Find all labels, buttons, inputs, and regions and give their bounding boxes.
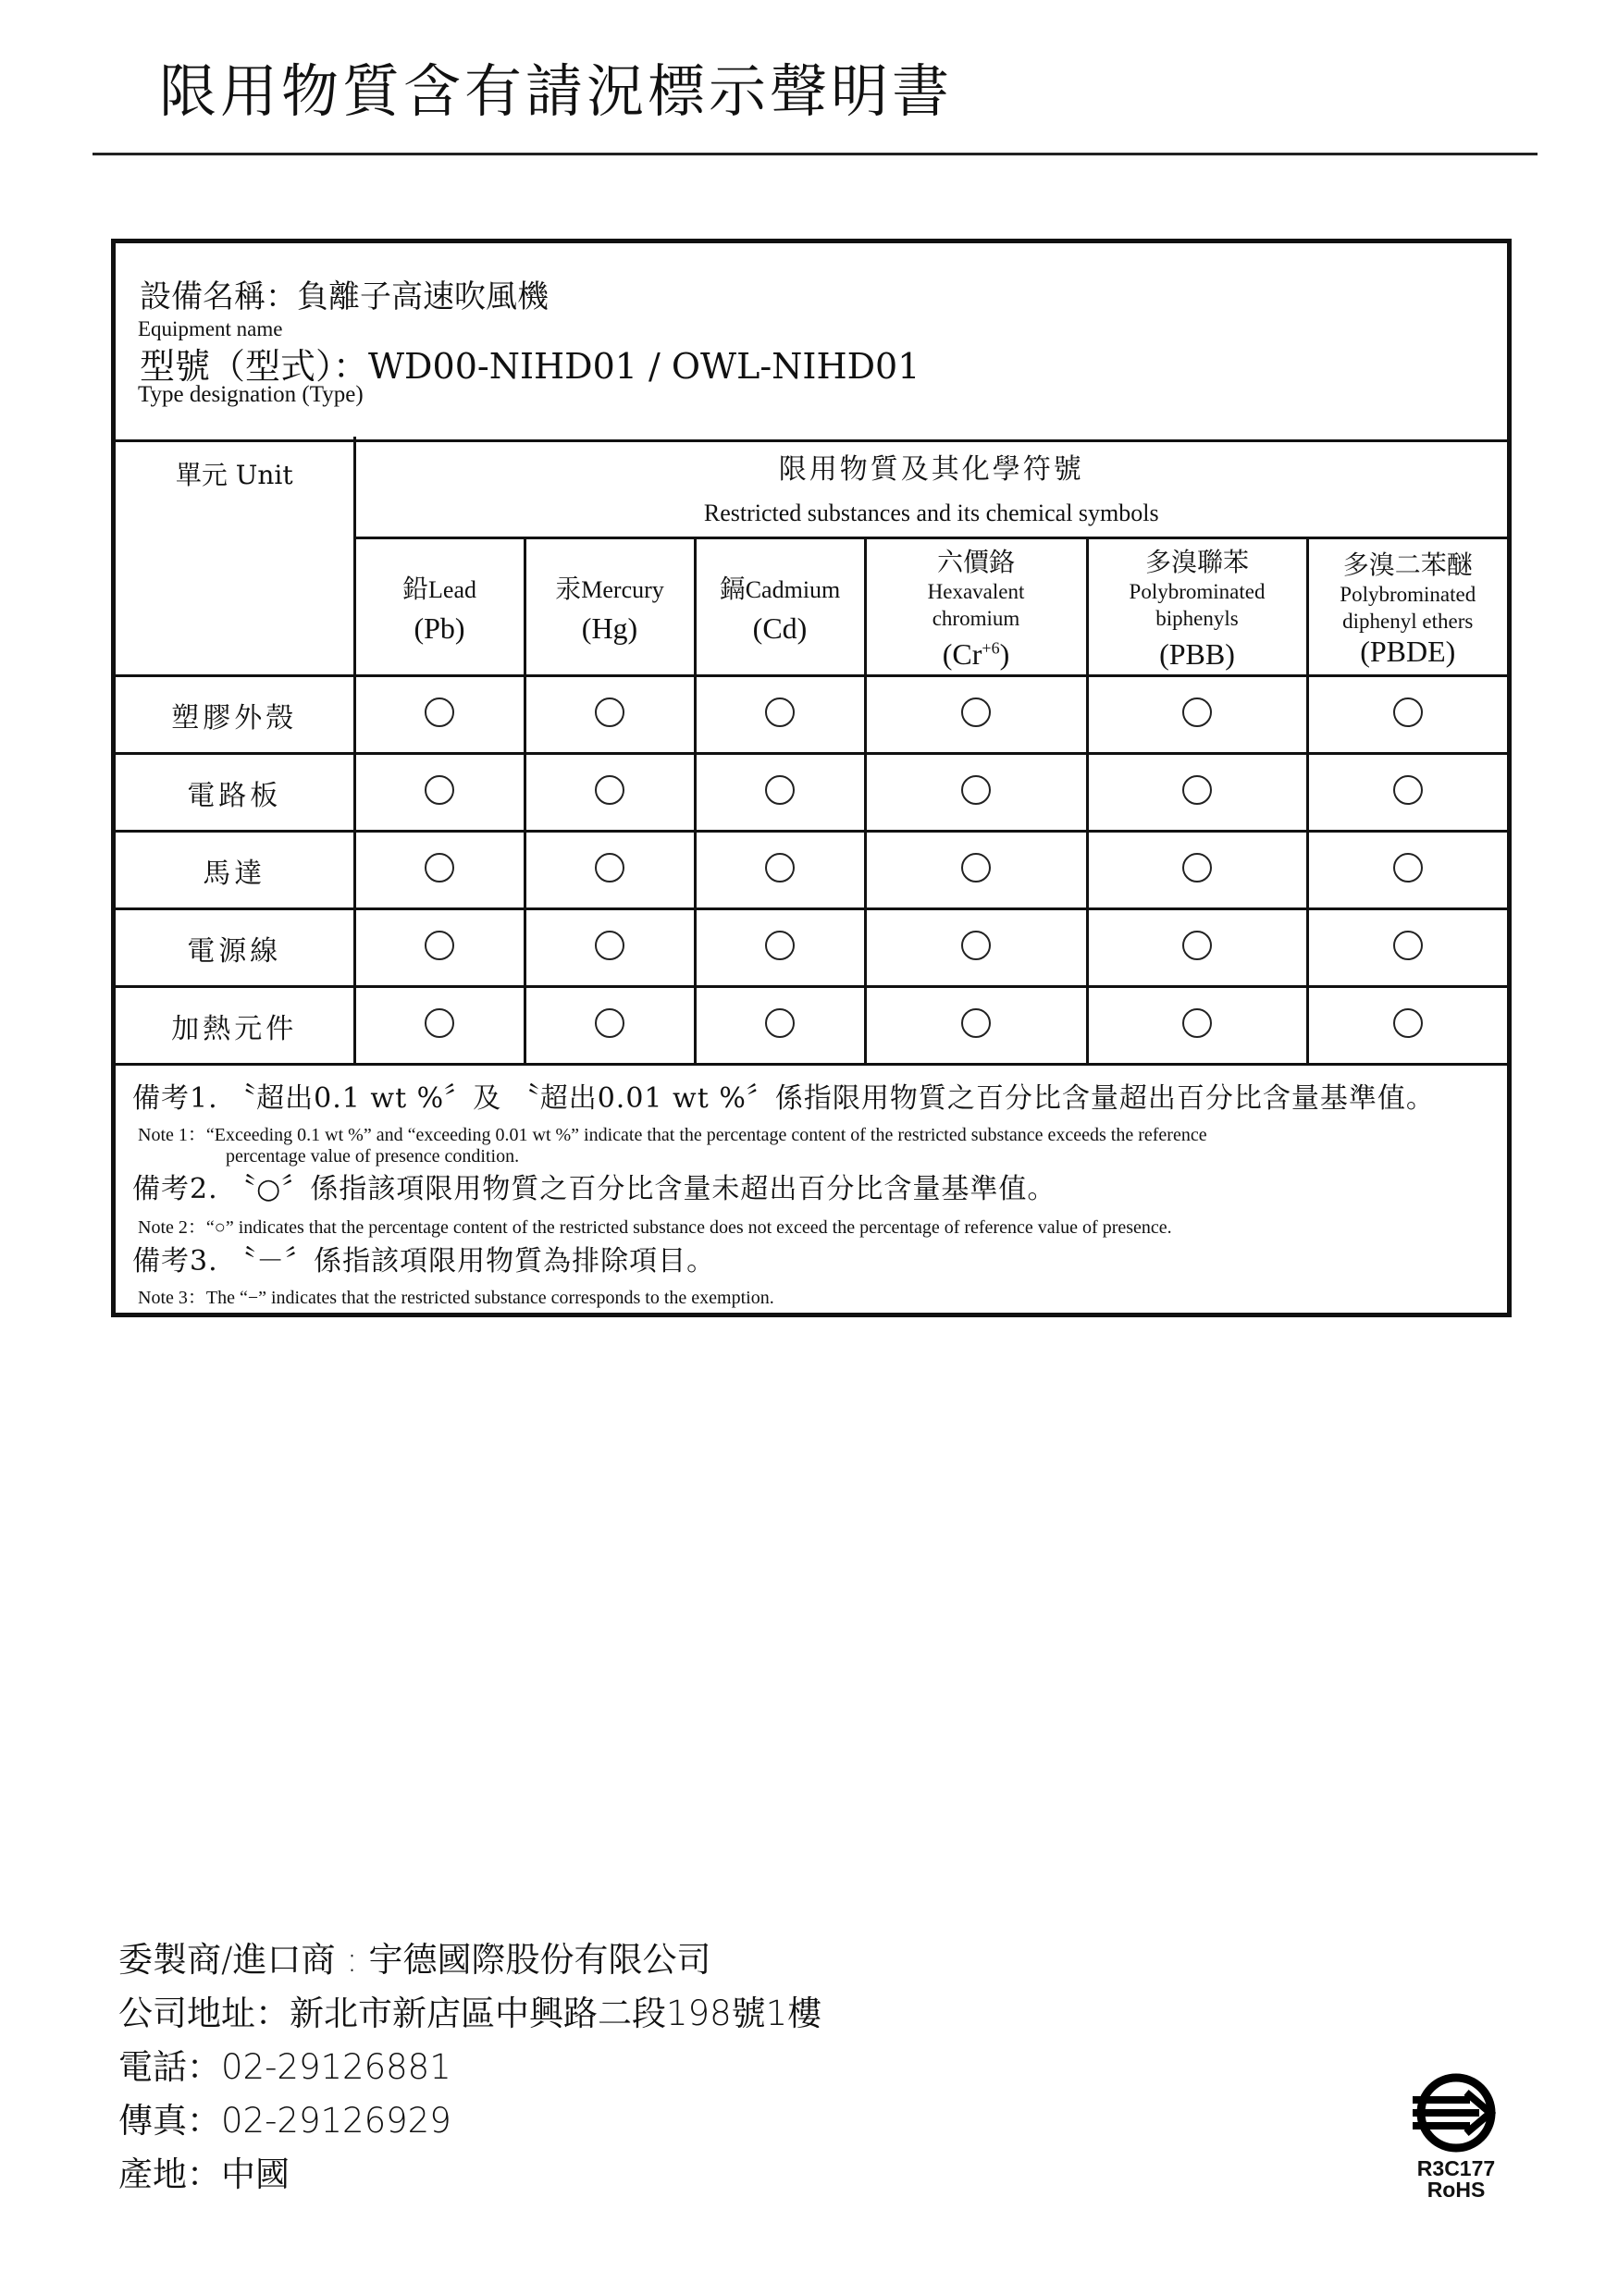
substance-header-cadmium: 鎘Cadmium (Cd) bbox=[695, 538, 865, 676]
model-designation-en: Type designation (Type) bbox=[138, 382, 364, 407]
compliant-circle-icon bbox=[961, 1008, 991, 1038]
compliant-circle-icon bbox=[425, 697, 454, 727]
address-line: 公司地址：新北市新店區中興路二段198號1樓 bbox=[118, 1994, 822, 2033]
table-row bbox=[116, 676, 1507, 754]
equipment-name-en: Equipment name bbox=[138, 317, 283, 340]
compliant-circle-icon bbox=[595, 775, 624, 805]
compliant-circle-icon bbox=[425, 853, 454, 883]
table-row bbox=[116, 909, 1507, 987]
chemical-symbol: (Pb) bbox=[414, 611, 465, 645]
row-label-motor: 馬達 bbox=[116, 832, 354, 909]
title-divider bbox=[93, 153, 1538, 155]
row-label-heating-element: 加熱元件 bbox=[116, 987, 354, 1065]
rohs-certification-mark bbox=[1405, 2072, 1507, 2202]
substance-header-pbde: 多溴二苯醚 Polybrominated diphenyl ethers (PBDE) bbox=[1307, 538, 1507, 676]
compliant-circle-icon bbox=[1182, 1008, 1212, 1038]
origin-line: 產地：中國 bbox=[118, 2154, 290, 2194]
substance-header-lead: 鉛Lead (Pb) bbox=[354, 538, 525, 676]
restricted-substances-table bbox=[116, 437, 1507, 1066]
compliant-circle-icon bbox=[961, 775, 991, 805]
importer-line: 委製商/進口商 : 宇德國際股份有限公司 bbox=[118, 1940, 711, 1980]
substance-header-pbb: 多溴聯苯 Polybrominated biphenyls (PBB) bbox=[1087, 538, 1307, 676]
note-2-en: Note 2：“○” indicates that the percentage content of the restricted substance does not exceed the percentage of reference value of presence. bbox=[138, 1217, 1172, 1238]
company-info bbox=[118, 1933, 821, 2202]
table-row bbox=[116, 987, 1507, 1065]
compliant-circle-icon bbox=[765, 697, 795, 727]
declaration-frame bbox=[111, 239, 1512, 1317]
notes-section bbox=[116, 1055, 1507, 1313]
group-title-en: Restricted substances and its chemical symbols bbox=[703, 500, 1159, 526]
substance-header-mercury: 汞Mercury (Hg) bbox=[525, 538, 695, 676]
compliant-circle-icon bbox=[595, 697, 624, 727]
compliant-circle-icon bbox=[961, 853, 991, 883]
model-designation-zh: 型號（型式）：WD00-NIHD01 / OWL-NIHD01 bbox=[140, 346, 920, 387]
compliant-circle-icon bbox=[425, 931, 454, 960]
row-label-plastic-housing: 塑膠外殼 bbox=[116, 676, 354, 754]
compliant-circle-icon bbox=[595, 931, 624, 960]
page-title: 限用物質含有請況標示聲明書 bbox=[159, 57, 954, 125]
compliant-circle-icon bbox=[1393, 1008, 1423, 1038]
compliant-circle-icon bbox=[1393, 697, 1423, 727]
substance-header-hexavalent-chromium: 六價鉻 Hexavalent chromium $(Cr^{+6})$ bbox=[865, 538, 1087, 676]
rohs-label: RoHS bbox=[1427, 2178, 1486, 2202]
chemical-symbol: (PBB) bbox=[1159, 637, 1235, 672]
compliant-circle-icon bbox=[1182, 775, 1212, 805]
row-label-circuit-board: 電路板 bbox=[116, 754, 354, 832]
note-1-zh: 備考1. 〝超出0.1 wt %〞及 〝超出0.01 wt %〞係指限用物質之百分比含量超出百分比含量基準值。 bbox=[132, 1082, 1435, 1115]
chemical-symbol: (Cd) bbox=[752, 611, 808, 645]
equipment-info bbox=[116, 243, 1507, 442]
compliant-circle-icon bbox=[961, 931, 991, 960]
equipment-name-zh: 設備名稱：負離子高速吹風機 bbox=[140, 278, 549, 315]
table-header-row bbox=[116, 437, 1507, 538]
compliant-circle-icon bbox=[765, 1008, 795, 1038]
compliant-circle-icon bbox=[1182, 931, 1212, 960]
compliant-circle-icon bbox=[1393, 775, 1423, 805]
note-3-zh: 備考3. 〝－〞係指該項限用物質為排除項目。 bbox=[132, 1245, 716, 1278]
table-row bbox=[116, 832, 1507, 909]
compliant-circle-icon bbox=[1393, 853, 1423, 883]
row-label-power-cord: 電源線 bbox=[116, 909, 354, 987]
unit-header: 單元 Unit bbox=[116, 437, 354, 676]
compliant-circle-icon bbox=[425, 775, 454, 805]
note-1-en: Note 1：“Exceeding 0.1 wt %” and “exceeding 0.01 wt %” indicate that the percentage content of the restricted substance exceeds the reference percentage value of presence condition. bbox=[138, 1125, 1207, 1167]
compliant-circle-icon bbox=[1182, 853, 1212, 883]
chemical-symbol: (Hg) bbox=[581, 611, 638, 645]
bsmi-mark-icon bbox=[1405, 2072, 1507, 2154]
compliant-circle-icon bbox=[765, 931, 795, 960]
compliant-circle-icon bbox=[765, 775, 795, 805]
compliant-circle-icon bbox=[1393, 931, 1423, 960]
chemical-symbol: $(Cr^{+6})$ bbox=[942, 637, 1010, 672]
compliant-circle-icon bbox=[961, 697, 991, 727]
compliant-circle-icon bbox=[425, 1008, 454, 1038]
compliant-circle-icon bbox=[1182, 697, 1212, 727]
phone-line: 電話：02-29126881 bbox=[118, 2047, 451, 2087]
rohs-code: R3C177 bbox=[1416, 2156, 1496, 2180]
table-row bbox=[116, 754, 1507, 832]
chemical-symbol: (PBDE) bbox=[1360, 635, 1456, 669]
note-2-zh: 備考2. 〝○〞係指該項限用物質之百分比含量未超出百分比含量基準值。 bbox=[132, 1173, 1056, 1205]
substance-group-header bbox=[354, 437, 1507, 538]
fax-line: 傳真：02-29126929 bbox=[118, 2101, 451, 2141]
group-title-zh: 限用物質及其化學符號 bbox=[778, 453, 1084, 486]
compliant-circle-icon bbox=[595, 1008, 624, 1038]
note-3-en: Note 3：The “−” indicates that the restricted substance corresponds to the exemption. bbox=[138, 1288, 774, 1308]
compliant-circle-icon bbox=[595, 853, 624, 883]
compliant-circle-icon bbox=[765, 853, 795, 883]
